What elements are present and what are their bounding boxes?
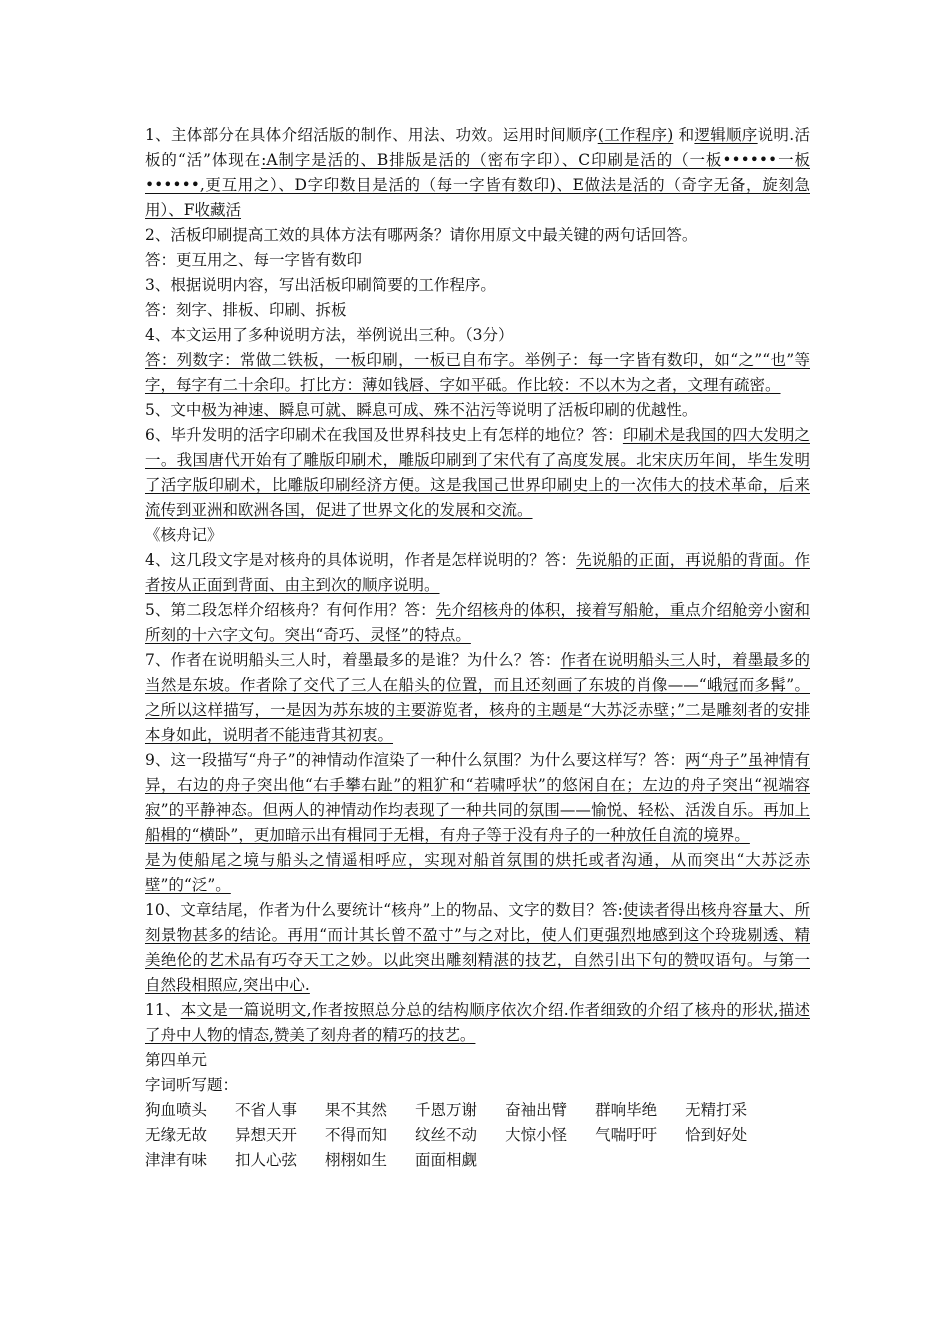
hezhou-q9: 9、这一段描写“舟子”的神情动作渲染了一种什么氛围？为什么要这样写？答：两“舟子”虽神情有异，右边的舟子突出他“右手攀右趾”的粗犷和“若啸呼状”的悠闲自在；左边的舟子突出“视端容寂”的平静神态。但两人的神情动作均表现了一种共同的氛围——愉悦、轻松、活泼自乐。再加上船楫的“横卧”，更加暗示出有楫同于无楫，有舟子等于没有舟子的一种放任自流的境界。 xyxy=(145,751,810,844)
hezhou-q5: 5、第二段怎样介绍核舟？有何作用？答：先介绍核舟的体积，接着写船舱，重点介绍舱旁小窗和所刻的十六字文句。突出“奇巧、灵怪”的特点。 xyxy=(145,601,810,644)
huoban-q5: 5、文中极为神速、瞬息可就、瞬息可成、殊不沾污等说明了活板印刷的优越性。 xyxy=(145,401,698,419)
huoban-q3: 3、根据说明内容，写出活板印刷简要的工作程序。 xyxy=(145,276,496,294)
vocab-item: 面面相觑 xyxy=(415,1151,478,1169)
huoban-q4: 4、本文运用了多种说明方法，举例说出三种。（3分） xyxy=(145,326,514,344)
vocab-item: 不得而知 xyxy=(325,1126,388,1144)
vocab-item: 栩栩如生 xyxy=(325,1151,388,1169)
document-page xyxy=(145,123,810,1173)
hezhou-q7: 7、作者在说明船头三人时，着墨最多的是谁？为什么？答：作者在说明船头三人时，着墨最多的当然是东坡。作者除了交代了三人在船头的位置，而且还刻画了东坡的肖像——“峨冠而多髯”。之所以这样描写，一是因为苏东坡的主要游览者，核舟的主题是“大苏泛赤壁；”二是雕刻者的安排本身如此，说明者不能违背其初衷。 xyxy=(145,651,810,744)
huoban-q2-answer: 答：更互用之、每一字皆有数印 xyxy=(145,251,363,269)
vocab-item: 气喘吁吁 xyxy=(595,1126,658,1144)
huoban-q6: 6、毕升发明的活字印刷术在我国及世界科技史上有怎样的地位？答：印刷术是我国的四大发明之一。我国唐代开始有了雕版印刷术，雕版印刷到了宋代有了高度发展。北宋庆历年间，毕生发明了活字版印刷术，比雕版印刷经济方便。这是我国己世界印刷史上的一次伟大的技术革命，后来流传到亚洲和欧洲各国，促进了世界文化的发展和交流。 xyxy=(145,426,810,519)
hezhou-q11: 11、本文是一篇说明文,作者按照总分总的结构顺序依次介绍.作者细致的介绍了核舟的形状,描述了舟中人物的情态,赞美了刻舟者的精巧的技艺。 xyxy=(145,1001,810,1044)
section-title-hezhouji: 《核舟记》 xyxy=(145,526,223,544)
vocab-item: 无缘无故 xyxy=(145,1126,208,1144)
huoban-q4-answer: 答：列数字：常做二铁板，一板印刷，一板已自布字。举例子：每一字皆有数印，如“之”“也”等字，每字有二十余印。打比方：薄如钱唇、字如平砥。作比较：不以木为之者，文理有疏密。 xyxy=(145,351,810,394)
vocab-item: 纹丝不动 xyxy=(415,1126,478,1144)
vocab-item: 果不其然 xyxy=(325,1101,388,1119)
dictation-title: 字词听写题： xyxy=(145,1076,239,1094)
vocab-item: 狗血喷头 xyxy=(145,1101,208,1119)
vocab-item: 大惊小怪 xyxy=(505,1126,568,1144)
vocab-item: 津津有味 xyxy=(145,1151,208,1169)
huoban-q3-answer: 答：刻字、排板、印刷、拆板 xyxy=(145,301,347,319)
unit-title: 第四单元 xyxy=(145,1051,208,1069)
vocab-item: 不省人事 xyxy=(235,1101,298,1119)
hezhou-q4: 4、这几段文字是对核舟的具体说明，作者是怎样说明的？答：先说船的正面，再说船的背面。作者按从正面到背面、由主到次的顺序说明。 xyxy=(145,551,810,594)
vocab-item: 群响毕绝 xyxy=(595,1101,658,1119)
vocab-list xyxy=(145,1098,810,1173)
vocab-item: 异想天开 xyxy=(235,1126,298,1144)
hezhou-q9-extra: 是为使船尾之境与船头之情遥相呼应，实现对船首氛围的烘托或者沟通，从而突出“大苏泛赤壁”的“泛”。 xyxy=(145,851,810,894)
vocab-item: 无精打采 xyxy=(685,1101,748,1119)
hezhou-q10: 10、文章结尾，作者为什么要统计“核舟”上的物品、文字的数目？答:使读者得出核舟容量大、所刻景物甚多的结论。再用“而计其长曾不盈寸”与之对比，使人们更强烈地感到这个玲珑剔透、精美绝伦的艺术品有巧夺天工之妙。以此突出雕刻精湛的技艺，自然引出下句的赞叹语句。与第一自然段相照应,突出中心. xyxy=(145,901,810,994)
vocab-item: 奋袖出臂 xyxy=(505,1101,568,1119)
huoban-q1: 1、主体部分在具体介绍活版的制作、用法、功效。运用时间顺序(工作程序) 和逻辑顺序说明.活板的“活”体现在:A制字是活的、B排版是活的（密布字印）、C印刷是活的（一板••••••一板••••••,更互用之）、D字印数目是活的（每一字皆有数印)、E做法是活的（奇字无备，旋刻急用）、F收藏活 xyxy=(145,126,810,219)
vocab-item: 扣人心弦 xyxy=(235,1151,298,1169)
vocab-item: 千恩万谢 xyxy=(415,1101,478,1119)
huoban-q2: 2、活板印刷提高工效的具体方法有哪两条？请你用原文中最关键的两句话回答。 xyxy=(145,226,698,244)
vocab-item: 恰到好处 xyxy=(685,1126,748,1144)
